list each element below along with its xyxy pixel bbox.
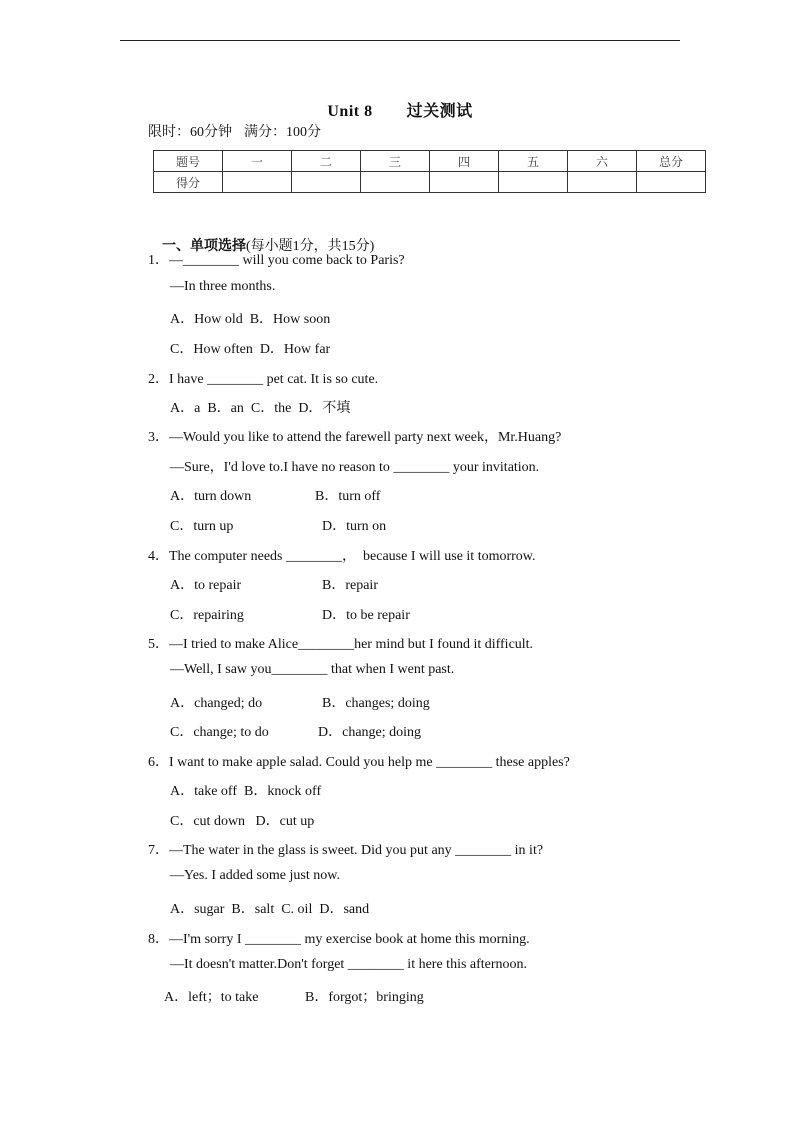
test-name: 过关测试	[406, 103, 473, 120]
header-rule	[120, 40, 680, 41]
score-row-label: 得分	[154, 172, 223, 193]
answer-options: C．How often D．How far	[170, 342, 331, 357]
score-cell	[430, 172, 499, 193]
answer-option-b: B．turn off	[315, 489, 381, 504]
answer-option-b: B．changes; doing	[322, 696, 430, 711]
question-stem: 2．I have ________ pet cat. It is so cute.	[148, 372, 379, 387]
score-table-header-cell: 四	[430, 151, 499, 172]
section-title: 一、单项选择	[162, 239, 246, 254]
question-stem: 5．—I tried to make Alice________her mind but I found it difficult.	[148, 637, 534, 652]
page-title	[0, 98, 800, 121]
score-cell	[637, 172, 706, 193]
score-table-header-cell: 三	[361, 151, 430, 172]
score-table-header-cell: 六	[568, 151, 637, 172]
score-table-header-cell: 题号	[154, 151, 223, 172]
score-table-header-row	[154, 151, 706, 172]
score-cell	[568, 172, 637, 193]
question-dialogue: —Well, I saw you________ that when I went past.	[170, 662, 455, 677]
score-cell	[223, 172, 292, 193]
answer-option-d: D．change; doing	[318, 725, 422, 740]
question-dialogue: —It doesn't matter.Don't forget ________ it here this afternoon.	[170, 957, 528, 972]
time-limit: 限时：60分钟	[148, 125, 232, 140]
answer-option-d: D．to be repair	[322, 608, 410, 623]
full-score: 满分：100分	[244, 125, 321, 140]
question-stem: 4．The computer needs ________， because I will use it tomorrow.	[148, 549, 536, 564]
score-table-header-cell: 一	[223, 151, 292, 172]
answer-options: A．take off B．knock off	[170, 784, 322, 799]
answer-options: A．sugar B．salt C. oil D．sand	[170, 902, 370, 917]
score-cell	[292, 172, 361, 193]
answer-options: A．How old B．How soon	[170, 312, 331, 327]
score-cell	[361, 172, 430, 193]
score-table-header-cell: 二	[292, 151, 361, 172]
answer-option-a: A．to repair	[170, 578, 242, 593]
answer-option-a: A．changed; do	[170, 696, 263, 711]
answer-option-d: D．turn on	[322, 519, 387, 534]
question-stem: 1．—________ will you come back to Paris?	[148, 253, 405, 268]
answer-option-a: A．turn down	[170, 489, 252, 504]
question-dialogue: —In three months.	[170, 279, 276, 294]
answer-options: C．cut down D．cut up	[170, 814, 315, 829]
score-cell	[499, 172, 568, 193]
question-dialogue: —Sure，I'd love to.I have no reason to ________ your invitation.	[170, 460, 540, 475]
unit-label: Unit 8	[327, 103, 373, 120]
section-note: (每小题1分，共15分)	[246, 239, 375, 254]
answer-option-a: A．left；to take	[164, 990, 259, 1005]
answer-option-b: B．forgot；bringing	[305, 990, 424, 1005]
answer-option-b: B．repair	[322, 578, 378, 593]
answer-options: A．a B．an C．the D．不填	[170, 401, 351, 416]
score-table	[153, 150, 706, 193]
question-stem: 3．—Would you like to attend the farewell party next week，Mr.Huang?	[148, 430, 562, 445]
question-stem: 7．—The water in the glass is sweet. Did you put any ________ in it?	[148, 843, 544, 858]
question-stem: 6．I want to make apple salad. Could you help me ________ these apples?	[148, 755, 570, 770]
question-stem: 8．—I'm sorry I ________ my exercise book at home this morning.	[148, 932, 530, 947]
score-table-header-cell: 五	[499, 151, 568, 172]
answer-option-c: C．repairing	[170, 608, 244, 623]
score-table-header-cell: 总分	[637, 151, 706, 172]
answer-option-c: C．turn up	[170, 519, 234, 534]
score-table-score-row	[154, 172, 706, 193]
time-score-limit	[148, 121, 321, 141]
answer-option-c: C．change; to do	[170, 725, 269, 740]
question-dialogue: —Yes. I added some just now.	[170, 868, 340, 883]
